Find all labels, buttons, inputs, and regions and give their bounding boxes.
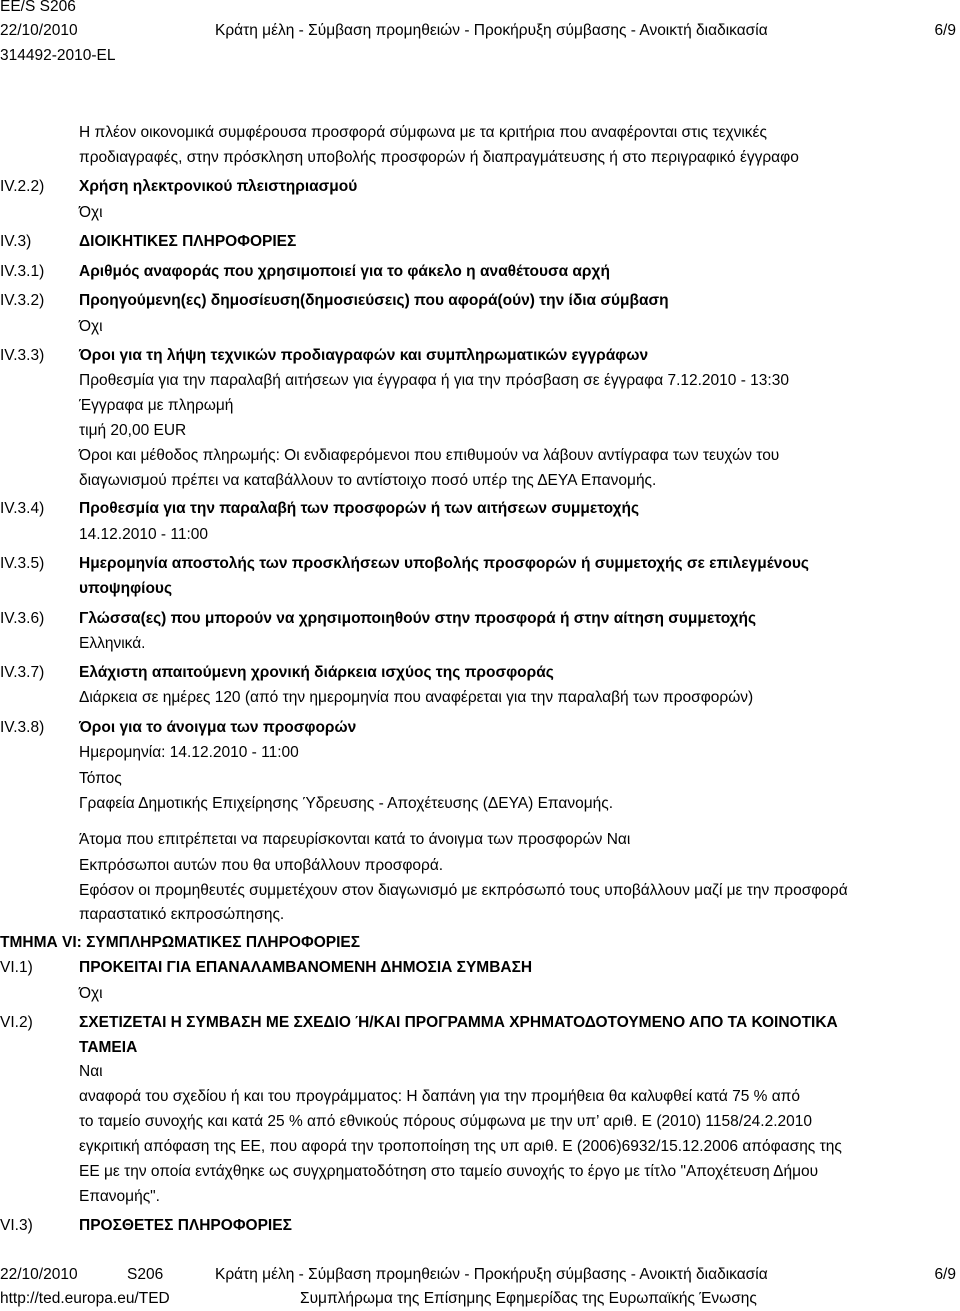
section-heading: ΠΡΟΚΕΙΤΑΙ ΓΙΑ ΕΠΑΝΑΛΑΜΒΑΝΟΜΕΝΗ ΔΗΜΟΣΙΑ ΣΥΜΒΑΣΗ	[79, 959, 533, 976]
section-heading: Προθεσμία για την παραλαβή των προσφορών ή των αιτήσεων συμμετοχής	[79, 500, 640, 517]
award-criteria-line-2: προδιαγραφές, στην πρόσκληση υποβολής προσφορών ή διαπραγμάτευσης ή στο περιγραφικό έγγραφο	[79, 149, 799, 166]
section-value: το ταμείο συνοχής και κατά 25 % από εθνικούς πόρους σύμφωνα με την υπ’ αριθ. Ε (2010) 1158/24.2.2010	[79, 1113, 813, 1130]
section-number: IV.3.4)	[0, 500, 45, 517]
section-value: Ημερομηνία: 14.12.2010 - 11:00	[79, 744, 299, 761]
section-number: VI.2)	[0, 1014, 33, 1031]
section-heading: Χρήση ηλεκτρονικού πλειστηριασμού	[79, 178, 358, 195]
section-number: IV.3.3)	[0, 347, 45, 364]
section-value: Όχι	[79, 204, 103, 221]
section-heading: Όροι για το άνοιγμα των προσφορών	[79, 719, 357, 736]
section-heading: Αριθμός αναφοράς που χρησιμοποιεί για το φάκελο η αναθέτουσα αρχή	[79, 263, 610, 280]
section-heading: υποψηφίους	[79, 580, 173, 597]
section-value: εγκριτική απόφαση της ΕΕ, που αφορά την τροποποίηση της υπ αριθ. Ε (2006)6932/15.12.2006 απόφασης της	[79, 1138, 842, 1155]
section-number: IV.3.1)	[0, 263, 45, 280]
section-number: IV.3.2)	[0, 292, 45, 309]
section-number: VI.1)	[0, 959, 33, 976]
footer-url[interactable]: http://ted.europa.eu/TED	[0, 1290, 170, 1307]
section-heading: Προηγούμενη(ες) δημοσίευση(δημοσιεύσεις) που αφορά(ούν) την ίδια σύμβαση	[79, 292, 669, 309]
section-number: IV.3.7)	[0, 664, 45, 681]
header-date: 22/10/2010	[0, 22, 78, 39]
section-number: IV.2.2)	[0, 178, 45, 195]
section-value: Όχι	[79, 985, 103, 1002]
section-value: Εφόσον οι προμηθευτές συμμετέχουν στον διαγωνισμό με εκπρόσωπό τους υποβάλλουν μαζί με την προσφορά	[79, 882, 848, 899]
section-value: Εκπρόσωποι αυτών που θα υποβάλλουν προσφορά.	[79, 857, 444, 874]
section-value: διαγωνισμού πρέπει να καταβάλλουν το αντίστοιχο ποσό υπέρ της ΔΕΥΑ Επανομής.	[79, 472, 657, 489]
section-value: ΕΕ με την οποία εντάχθηκε ως συγχρηματοδότηση στο ταμείο συνοχής το έργο με τίτλο "Αποχέτευση Δήμου	[79, 1163, 819, 1180]
section-value: Ναι	[79, 1063, 103, 1080]
section-heading: ΣΧΕΤΙΖΕΤΑΙ Η ΣΥΜΒΑΣΗ ΜΕ ΣΧΕΔΙΟ Ή/ΚΑΙ ΠΡΟΓΡΑΜΜΑ ΧΡΗΜΑΤΟΔΟΤΟΥΜΕΝΟ ΑΠΟ ΤΑ ΚΟΙΝΟΤΙΚΑ	[79, 1014, 838, 1031]
section-number: IV.3)	[0, 233, 32, 250]
section-value: Έγγραφα με πληρωμή	[79, 397, 234, 414]
section-value: Επανομής".	[79, 1188, 160, 1205]
footer-date: 22/10/2010	[0, 1266, 78, 1283]
header-title: Κράτη μέλη - Σύμβαση προμηθειών - Προκήρυξη σύμβασης - Ανοικτή διαδικασία	[215, 22, 768, 39]
section-value: τιμή 20,00 EUR	[79, 422, 187, 439]
section-heading: Ελάχιστη απαιτούμενη χρονική διάρκεια ισχύος της προσφοράς	[79, 664, 554, 681]
section-title: ΤΜΗΜΑ VI: ΣΥΜΠΛΗΡΩΜΑΤΙΚΕΣ ΠΛΗΡΟΦΟΡΙΕΣ	[0, 934, 361, 951]
section-heading: Όροι για τη λήψη τεχνικών προδιαγραφών και συμπληρωματικών εγγράφων	[79, 347, 649, 364]
footer-journal: Συμπλήρωμα της Επίσημης Εφημερίδας της Ευρωπαϊκής Ένωσης	[300, 1290, 757, 1307]
section-value: Γραφεία Δημοτικής Επιχείρησης Ύδρευσης - Αποχέτευσης (ΔΕΥΑ) Επανομής.	[79, 795, 614, 812]
header-page: 6/9	[934, 22, 956, 39]
section-number: IV.3.6)	[0, 610, 45, 627]
section-heading: ΔΙΟΙΚΗΤΙΚΕΣ ΠΛΗΡΟΦΟΡΙΕΣ	[79, 233, 297, 250]
section-heading: Ημερομηνία αποστολής των προσκλήσεων υποβολής προσφορών ή συμμετοχής σε επιλεγμένους	[79, 555, 809, 572]
footer-code: S206	[127, 1266, 164, 1283]
section-value: Τόπος	[79, 770, 122, 787]
section-value: Ελληνικά.	[79, 635, 146, 652]
footer-title: Κράτη μέλη - Σύμβαση προμηθειών - Προκήρυξη σύμβασης - Ανοικτή διαδικασία	[215, 1266, 768, 1283]
doc-code: EE/S S206	[0, 0, 76, 15]
section-value: Όροι και μέθοδος πληρωμής: Οι ενδιαφερόμενοι που επιθυμούν να λάβουν αντίγραφα των τευχών του	[79, 447, 780, 464]
section-value: 14.12.2010 - 11:00	[79, 526, 208, 543]
header-ref: 314492-2010-EL	[0, 47, 116, 64]
section-number: IV.3.5)	[0, 555, 45, 572]
section-heading: ΤΑΜΕΙΑ	[79, 1039, 138, 1056]
section-number: IV.3.8)	[0, 719, 45, 736]
section-value: παραστατικό εκπροσώπησης.	[79, 906, 285, 923]
section-heading: Γλώσσα(ες) που μπορούν να χρησιμοποιηθούν στην προσφορά ή στην αίτηση συμμετοχής	[79, 610, 757, 627]
section-number: VI.3)	[0, 1217, 33, 1234]
section-value: Άτομα που επιτρέπεται να παρευρίσκονται κατά το άνοιγμα των προσφορών Ναι	[79, 831, 631, 848]
section-value: Όχι	[79, 318, 103, 335]
section-value: Διάρκεια σε ημέρες 120 (από την ημερομηνία που αναφέρεται για την παραλαβή των προσφορών)	[79, 689, 754, 706]
award-criteria-line-1: Η πλέον οικονομικά συμφέρουσα προσφορά σύμφωνα με τα κριτήρια που αναφέρονται στις τεχνικές	[79, 124, 767, 141]
footer-page: 6/9	[934, 1266, 956, 1283]
section-value: Προθεσμία για την παραλαβή αιτήσεων για έγγραφα ή για την πρόσβαση σε έγγραφα 7.12.2010 - 13:30	[79, 372, 789, 389]
section-heading: ΠΡΟΣΘΕΤΕΣ ΠΛΗΡΟΦΟΡΙΕΣ	[79, 1217, 292, 1234]
section-value: αναφορά του σχεδίου ή και του προγράμματος: Η δαπάνη για την προμήθεια θα καλυφθεί κατά 75 % από	[79, 1088, 800, 1105]
